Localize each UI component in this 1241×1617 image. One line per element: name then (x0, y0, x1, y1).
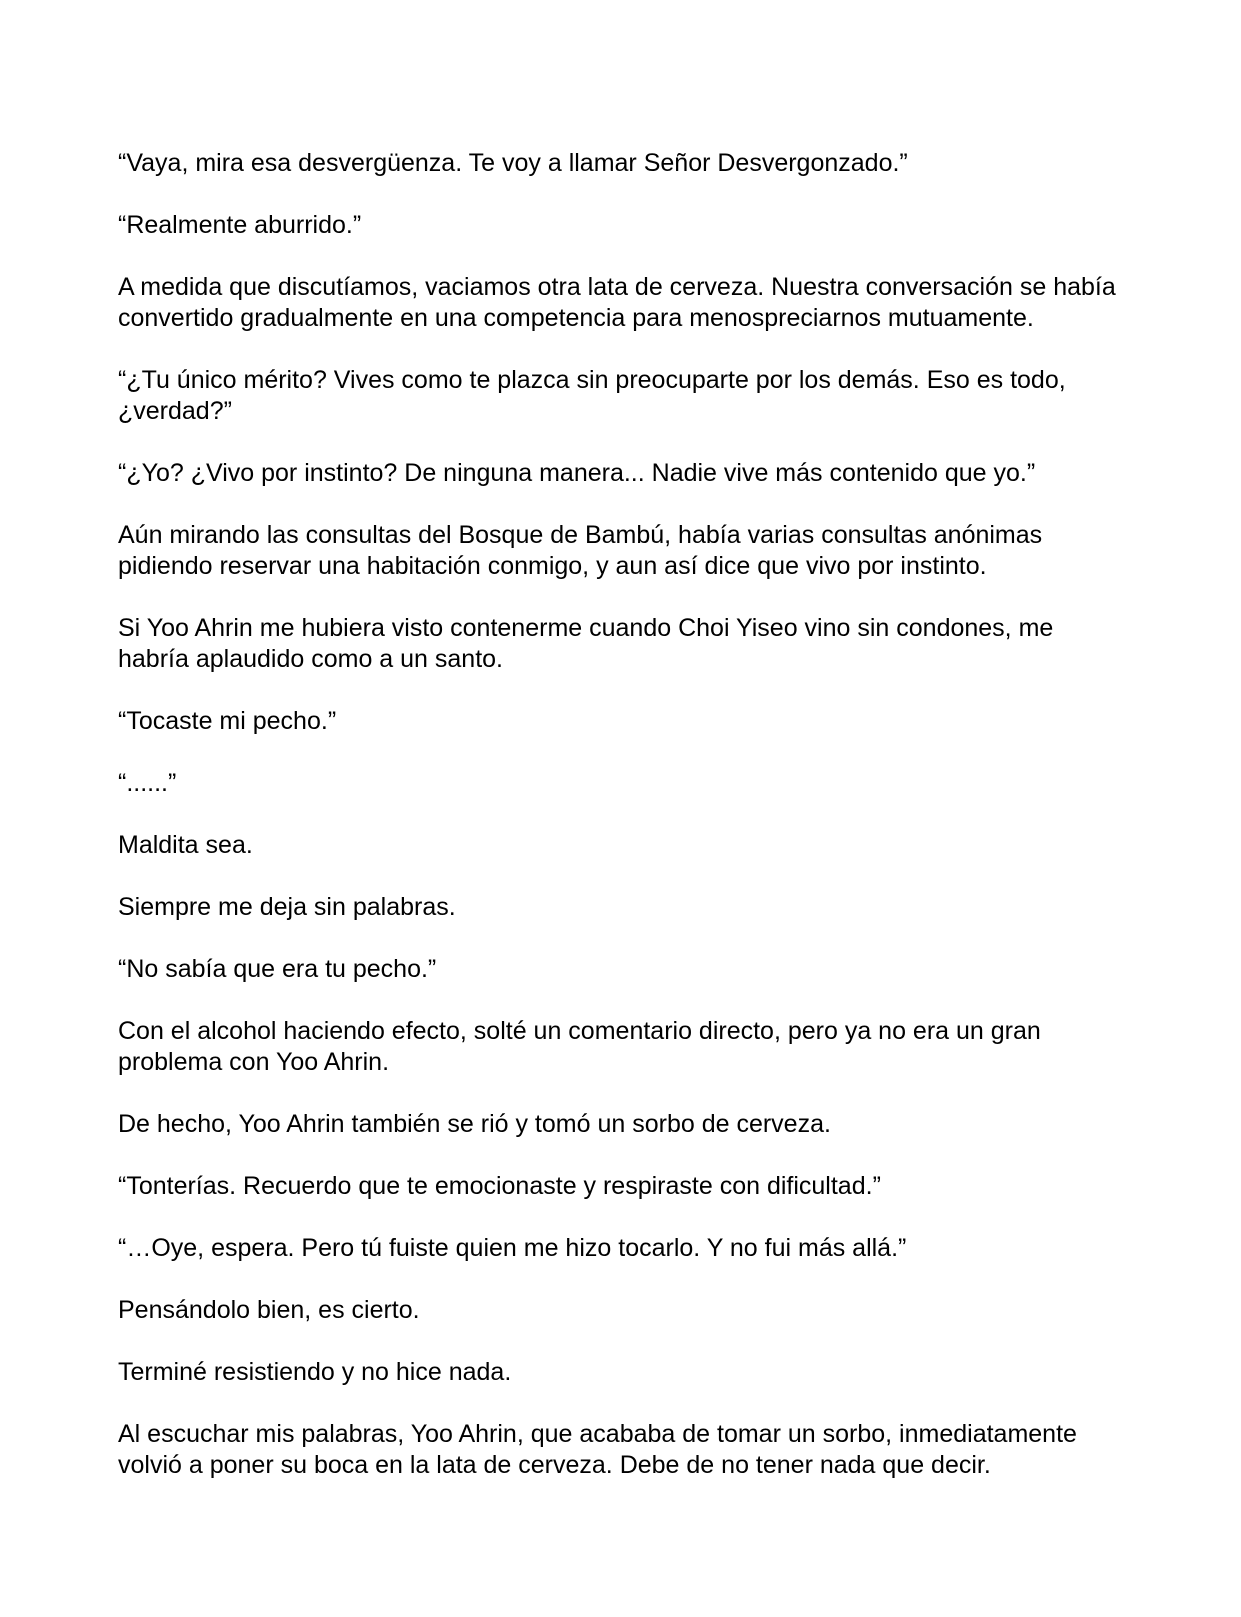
document-body (118, 148, 1128, 1512)
paragraph: “¿Tu único mérito? Vives como te plazca sin preocuparte por los demás. Eso es todo, ¿verdad?” (118, 366, 1066, 425)
paragraph: De hecho, Yoo Ahrin también se rió y tomó un sorbo de cerveza. (118, 1110, 831, 1138)
paragraph: Pensándolo bien, es cierto. (118, 1296, 420, 1324)
paragraph: “No sabía que era tu pecho.” (118, 955, 437, 983)
paragraph: Maldita sea. (118, 831, 253, 859)
paragraph: “Vaya, mira esa desvergüenza. Te voy a llamar Señor Desvergonzado.” (118, 149, 908, 177)
paragraph: “…Oye, espera. Pero tú fuiste quien me hizo tocarlo. Y no fui más allá.” (118, 1234, 907, 1262)
paragraph: Al escuchar mis palabras, Yoo Ahrin, que acababa de tomar un sorbo, inmediatamente volvió a poner su boca en la lata de cerveza. Debe de no tener nada que decir. (118, 1420, 1077, 1479)
paragraph: Con el alcohol haciendo efecto, solté un comentario directo, pero ya no era un gran problema con Yoo Ahrin. (118, 1017, 1041, 1076)
paragraph: Terminé resistiendo y no hice nada. (118, 1358, 512, 1386)
paragraph: “Realmente aburrido.” (118, 211, 362, 239)
paragraph: Aún mirando las consultas del Bosque de Bambú, había varias consultas anónimas pidiendo reservar una habitación conmigo, y aun así dice que vivo por instinto. (118, 521, 1043, 580)
paragraph: Siempre me deja sin palabras. (118, 893, 456, 921)
paragraph: “¿Yo? ¿Vivo por instinto? De ninguna manera... Nadie vive más contenido que yo.” (118, 459, 1036, 487)
paragraph: “......” (118, 769, 177, 797)
paragraph: “Tonterías. Recuerdo que te emocionaste y respiraste con dificultad.” (118, 1172, 881, 1200)
paragraph: A medida que discutíamos, vaciamos otra lata de cerveza. Nuestra conversación se había convertido gradualmente en una competencia para menospreciarnos mutuamente. (118, 273, 1116, 332)
paragraph: “Tocaste mi pecho.” (118, 707, 337, 735)
paragraph: Si Yoo Ahrin me hubiera visto contenerme cuando Choi Yiseo vino sin condones, me habría aplaudido como a un santo. (118, 614, 1054, 673)
